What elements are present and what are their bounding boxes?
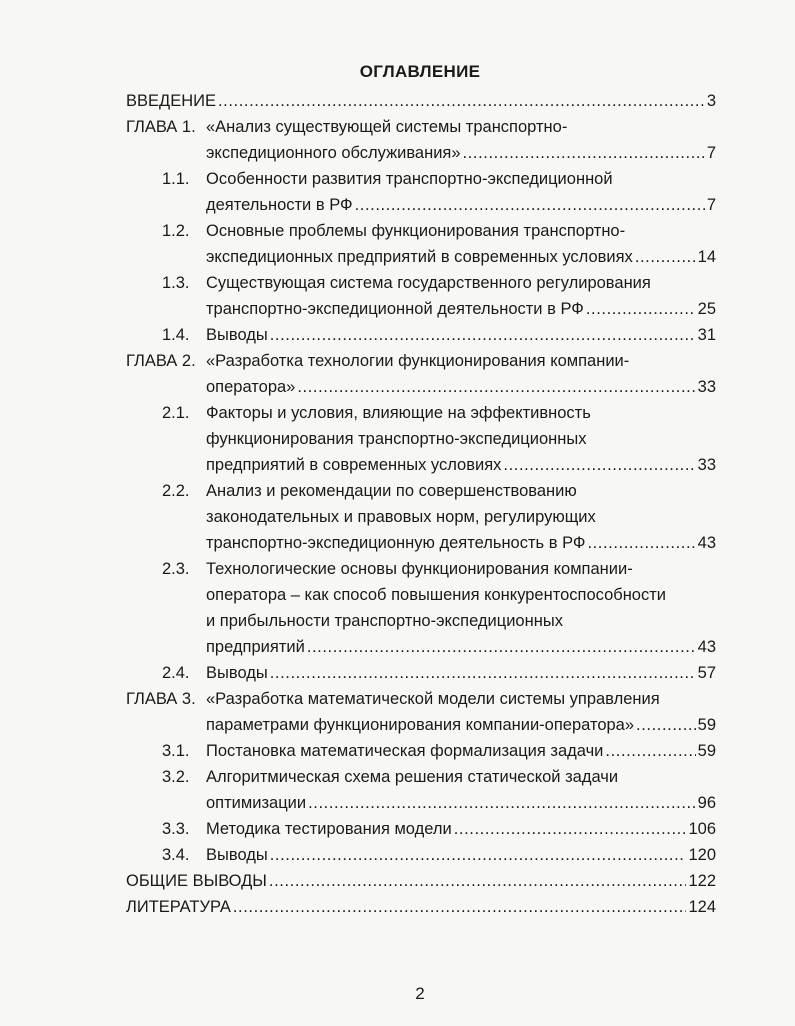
dot-leader bbox=[463, 140, 705, 166]
toc-entry-text: Основные проблемы функционирования транспортно- bbox=[206, 222, 626, 240]
dot-leader bbox=[233, 894, 687, 920]
dot-leader bbox=[218, 88, 705, 114]
toc-entry-text: оператора» bbox=[206, 378, 296, 396]
dot-leader bbox=[605, 738, 695, 764]
toc-entry-text: предприятий в современных условиях bbox=[206, 456, 502, 474]
toc-entry-page: 25 bbox=[697, 300, 716, 318]
toc-entry-text: «Разработка математической модели системы управления bbox=[206, 690, 660, 708]
toc-entry-text: Выводы bbox=[206, 664, 268, 682]
toc-entry-number: ГЛАВА 2. bbox=[126, 352, 196, 370]
dot-leader bbox=[587, 530, 695, 556]
toc-entry-page: 120 bbox=[688, 846, 716, 864]
toc-entry-text: параметрами функционирования компании-оператора» bbox=[206, 716, 635, 734]
toc-entry-page: 43 bbox=[697, 534, 716, 552]
toc-entry-number: 1.2. bbox=[162, 222, 190, 240]
toc-entry-page: 14 bbox=[697, 248, 716, 266]
toc-entry-text: деятельности в РФ bbox=[206, 196, 353, 214]
toc-entry-text: и прибыльности транспортно-экспедиционных bbox=[206, 612, 563, 630]
toc-entry-number: 1.1. bbox=[162, 170, 190, 188]
dot-leader bbox=[269, 868, 687, 894]
toc-entry-text: Выводы bbox=[206, 326, 268, 344]
toc-title: ОГЛАВЛЕНИЕ bbox=[359, 62, 481, 81]
toc-entry-text: Алгоритмическая схема решения статической задачи bbox=[206, 768, 619, 786]
toc-entry-text: Выводы bbox=[206, 846, 268, 864]
dot-leader bbox=[297, 374, 695, 400]
toc-entry-number: 2.4. bbox=[162, 664, 190, 682]
toc-entry-text: законодательных и правовых норм, регулирующих bbox=[206, 508, 596, 526]
dot-leader bbox=[635, 244, 696, 270]
toc-entry-text: оптимизации bbox=[206, 794, 307, 812]
toc-entry-text: «Анализ существующей системы транспортно- bbox=[206, 118, 568, 136]
page-number: 2 bbox=[415, 984, 425, 1003]
toc-entry-number: 3.2. bbox=[162, 768, 190, 786]
toc-entry-page: 7 bbox=[706, 196, 716, 214]
toc-entry-text: Методика тестирования модели bbox=[206, 820, 452, 838]
toc-entry-number: ГЛАВА 1. bbox=[126, 118, 196, 136]
toc-entry-number: 2.3. bbox=[162, 560, 190, 578]
toc-entry-page: 59 bbox=[697, 716, 716, 734]
toc-entry-number: 1.3. bbox=[162, 274, 190, 292]
dot-leader bbox=[454, 816, 687, 842]
toc-entry-page: 43 bbox=[697, 638, 716, 656]
toc-entry-page: 33 bbox=[697, 456, 716, 474]
dot-leader bbox=[270, 322, 696, 348]
toc-entry-number: 1.4. bbox=[162, 326, 190, 344]
toc-entry-text: ВВЕДЕНИЕ bbox=[126, 92, 216, 110]
dot-leader bbox=[355, 192, 705, 218]
toc-entry-number: ГЛАВА 3. bbox=[126, 690, 196, 708]
toc-entry-page: 122 bbox=[688, 872, 716, 890]
toc-entry-text: Факторы и условия, влияющие на эффективность bbox=[206, 404, 591, 422]
dot-leader bbox=[503, 452, 695, 478]
toc-entry-page: 31 bbox=[697, 326, 716, 344]
toc-entry-text: Постановка математическая формализация задачи bbox=[206, 742, 604, 760]
toc-entry-page: 7 bbox=[706, 144, 716, 162]
toc-entry-number: 2.2. bbox=[162, 482, 190, 500]
toc-entry-number: 3.1. bbox=[162, 742, 190, 760]
dot-leader bbox=[270, 660, 696, 686]
toc-entry-text: Анализ и рекомендации по совершенствованию bbox=[206, 482, 577, 500]
toc-entry-page: 57 bbox=[697, 664, 716, 682]
toc-entry-text: Особенности развития транспортно-экспедиционной bbox=[206, 170, 613, 188]
toc-entry-number: 3.4. bbox=[162, 846, 190, 864]
toc-entry-page: 106 bbox=[688, 820, 716, 838]
dot-leader bbox=[636, 712, 696, 738]
toc-entry-number: 2.1. bbox=[162, 404, 190, 422]
toc-entry-text: «Разработка технологии функционирования компании- bbox=[206, 352, 630, 370]
toc-entry-text: Технологические основы функционирования компании- bbox=[206, 560, 633, 578]
toc-entry-page: 33 bbox=[697, 378, 716, 396]
toc-entry-text: экспедиционных предприятий в современных условиях bbox=[206, 248, 633, 266]
toc-entry-text: предприятий bbox=[206, 638, 305, 656]
toc-entry-page: 3 bbox=[706, 92, 716, 110]
toc-entry-page: 124 bbox=[688, 898, 716, 916]
toc-entry-text: ОБЩИЕ ВЫВОДЫ bbox=[126, 872, 267, 890]
toc-entry-text: ЛИТЕРАТУРА bbox=[126, 898, 231, 916]
toc-entry-text: функционирования транспортно-экспедиционных bbox=[206, 430, 587, 448]
toc-entry-text: транспортно-экспедиционной деятельности в РФ bbox=[206, 300, 584, 318]
dot-leader bbox=[308, 790, 696, 816]
toc-entry-page: 96 bbox=[697, 794, 716, 812]
dot-leader bbox=[307, 634, 696, 660]
toc-entry-page: 59 bbox=[697, 742, 716, 760]
dot-leader bbox=[270, 842, 687, 868]
toc-entry-text: Существующая система государственного регулирования bbox=[206, 274, 651, 292]
toc-entry-text: транспортно-экспедиционную деятельность в РФ bbox=[206, 534, 586, 552]
toc-entry-text: оператора – как способ повышения конкурентоспособности bbox=[206, 586, 667, 604]
dot-leader bbox=[586, 296, 696, 322]
toc-entry-text: экспедиционного обслуживания» bbox=[206, 144, 461, 162]
toc-entry-number: 3.3. bbox=[162, 820, 190, 838]
